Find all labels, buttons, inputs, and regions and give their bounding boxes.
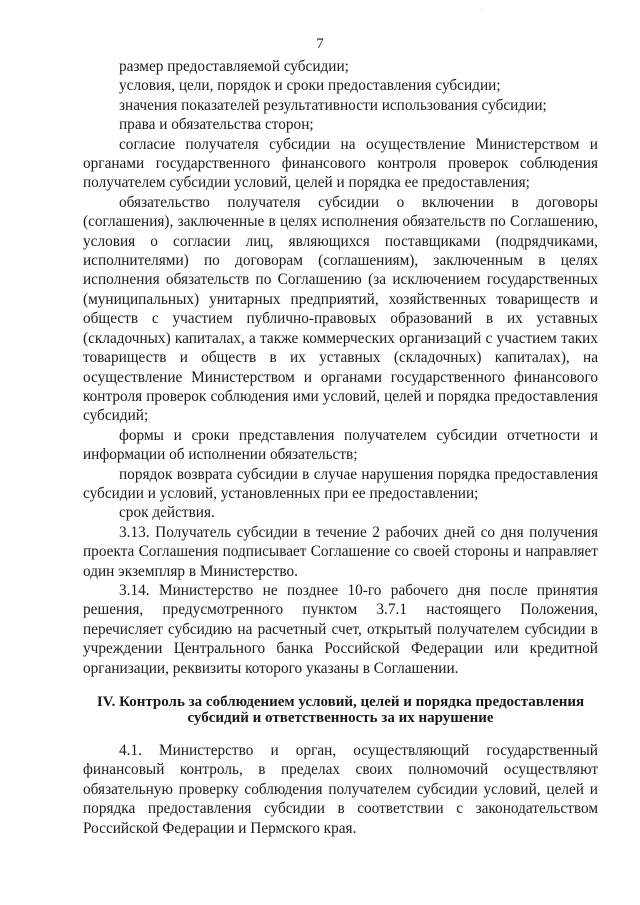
paragraph: согласие получателя субсидии на осуществление Министерством и органами государственного финансового контроля проверок соблюдения получателем субсидии условий, целей и порядка ее предоставления; bbox=[83, 135, 598, 192]
paragraph: условия, цели, порядок и сроки предоставления субсидии; bbox=[119, 77, 501, 95]
section-heading bbox=[83, 694, 598, 726]
paragraph: 3.13. Получатель субсидии в течение 2 рабочих дней со дня получения проекта Соглашения подписывает Соглашение со своей стороны и направляет один экземпляр в Министерство. bbox=[83, 523, 598, 580]
paragraph: 3.14. Министерство не позднее 10-го рабочего дня после принятия решения, предусмотренного пунктом 3.7.1 настоящего Положения, перечисляет субсидию на расчетный счет, открытый получателем субсидии в учреждении Центрального банка Российской Федерации или кредитной организации, реквизиты которого указаны в Соглашении. bbox=[83, 581, 598, 677]
scan-mark: · bbox=[480, 6, 483, 15]
paragraph: срок действия. bbox=[119, 504, 215, 522]
section-body bbox=[83, 741, 598, 838]
section-heading-line: IV. Контроль за соблюдением условий, целей и порядка предоставления bbox=[96, 694, 585, 710]
paragraph: размер предоставляемой субсидии; bbox=[119, 58, 349, 75]
paragraph: формы и сроки представления получателем субсидии отчетности и информации об исполнении обязательств; bbox=[83, 426, 598, 464]
document-body bbox=[83, 57, 598, 678]
paragraph: порядок возврата субсидии в случае нарушения порядка предоставления субсидии и условий, установленных при ее предоставлении; bbox=[83, 465, 598, 502]
paragraph: права и обязательства сторон; bbox=[119, 116, 314, 134]
page-number: 7 bbox=[316, 36, 324, 52]
paragraph: значения показателей результативности использования субсидии; bbox=[119, 96, 547, 114]
section-heading-line: субсидий и ответственность за их нарушение bbox=[187, 710, 494, 726]
paragraph: 4.1. Министерство и орган, осуществляющий государственный финансовый контроль, в пределах своих полномочий осуществляют обязательную проверку соблюдения получателем субсидии условий, целей и порядка предоставления субсидии в соответствии с законодательством Российской Федерации и Пермского края. bbox=[83, 742, 598, 837]
paragraph: обязательство получателя субсидии о включении в договоры (соглашения), заключенные в целях исполнения обязательств по Соглашению, условия о согласии лиц, являющихся поставщиками (подрядчиками, исполнителями) по договорам (соглашениям), заключенным в целях исполнения обязательств по Соглашению (за исключением государственных (муниципальных) унитарных предприятий, хозяйственных товариществ и обществ с участием публично-правовых образований в их уставных (складочных) капиталах, а также коммерческих организаций с участием таких товариществ и обществ в их уставных (складочных) капиталах), на осуществление Министерством и органами государственного финансового контроля проверок соблюдения ими условий, целей и порядка предоставления субсидий; bbox=[83, 193, 598, 425]
